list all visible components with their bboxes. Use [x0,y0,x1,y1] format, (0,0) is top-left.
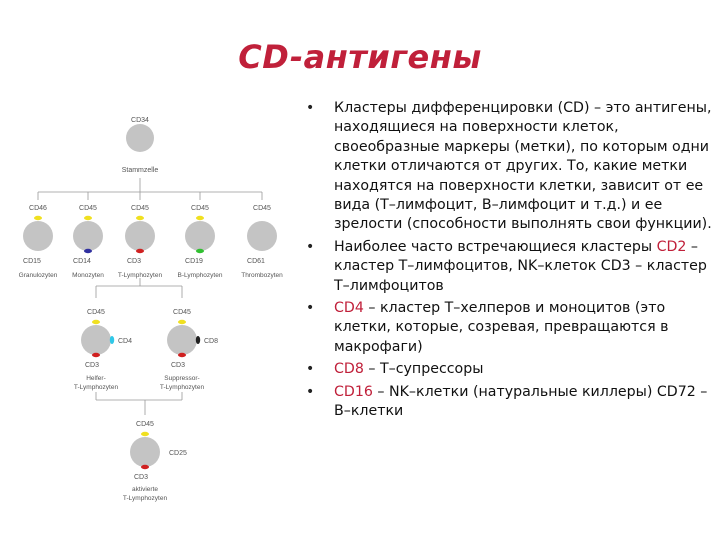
cell-marker-label: CD61 [247,258,265,265]
bullet-text: – кластер Т–лимфоцитов, NK–клеток CD3 – кластер Т–лимфоцитов [334,238,707,294]
bullet-text: – NK–клетки (натуральные киллеры) CD72 – В–клетки [334,383,708,420]
cell-name-label: Granulozyten [18,272,58,279]
cell-marker-label: CD19 [185,258,203,265]
top-marker-dot [196,216,204,220]
cell-name-label: T-Lymphozyten [117,272,163,279]
bottom-marker-dot [92,353,100,357]
stem-name-label: Stammzelle [121,167,159,174]
bullet-dot: • [306,100,315,116]
cell-body [73,221,103,251]
cell-marker-label: CD3 [84,362,100,369]
cell-top-label: CD45 [131,205,149,212]
top-marker-dot [84,216,92,220]
cell-body [130,437,160,467]
top-marker-dot [178,320,186,324]
cell-row2-0 [74,309,132,391]
cell-body [247,221,277,251]
cell-name-label: Helfer- [86,375,106,382]
side-marker-dot [110,336,114,344]
top-marker-dot [136,216,144,220]
cell-name-label: Monozyten [72,272,104,279]
top-marker-dot [34,216,42,220]
cd-term: CD4 [334,300,364,317]
cell-top-label: CD45 [79,205,97,212]
cell-body [167,325,197,355]
cell-row1-0 [19,205,58,279]
bottom-marker-dot [141,465,149,469]
cell-top-label: CD45 [173,309,191,316]
side-marker-dot [196,336,200,344]
stem-cell [126,124,154,152]
bottom-marker-dot [196,249,204,253]
cell-side-label: CD25 [169,450,187,457]
cell-row1-4 [241,205,283,279]
cell-name-label-2: T-Lymphozyten [122,495,168,502]
bullet-text: – Т–супрессоры [363,361,484,378]
cell-top-label: CD45 [253,205,271,212]
cell-top-label: CD45 [191,205,209,212]
top-marker-dot [141,432,149,436]
cd-term: CD2 [656,238,687,255]
cell-name-label-2: T-Lymphozyten [73,384,119,391]
cell-name-label: Thrombozyten [241,272,283,279]
cell-row1-3 [178,205,223,279]
bullet-item [306,99,716,235]
cell-name-label: aktivierte [131,486,159,493]
cell-row3 [123,421,187,502]
cell-name-label-2: T-Lymphozyten [159,384,205,391]
bullet-dot: • [306,383,315,400]
cell-side-label: CD8 [204,338,219,345]
bullet-list [306,99,716,425]
cell-name-label: B-Lymphozyten [177,272,223,279]
bullet-dot: • [306,238,315,255]
cell-body [125,221,155,251]
cell-row1-1 [72,205,104,279]
cd-term: CD16 [334,383,373,400]
cell-marker-label: CD3 [126,258,142,265]
bullet-text: – кластер Т–хелперов и моноцитов (это клетки, которые, созревая, превращаются в макрофаги) [334,300,669,355]
cell-name-label: Suppressor- [164,375,200,382]
cell-top-label: CD46 [29,205,47,212]
bottom-marker-dot [84,249,92,253]
cell-side-label: CD4 [118,338,133,345]
cd-term: CD8 [334,361,364,378]
cell-body [185,221,215,251]
top-marker-dot [92,320,100,324]
cell-marker-label: CD14 [73,258,91,265]
cell-marker-label: CD15 [23,258,41,265]
cell-row2-1 [160,309,218,391]
bullet-dot: • [306,361,315,378]
cell-body [23,221,53,251]
bullet-text: Кластеры дифференцировки (CD) – это антигены, находящиеся на поверхности клеток, своеобразные маркеры (метки), по которым одни клетки отличаются от других. То, какие метки находятся на поверхности клетки, зависит от ее вида (Т–лимфоцит, В–лимфоцит и т.д.) и ее зрелости (способности выполнять свои функции). [334,100,712,233]
bottom-marker-dot [136,249,144,253]
bullet-item [306,383,716,422]
bullet-item [306,360,716,379]
cell-top-label: CD45 [136,421,154,428]
cd-differentiation-diagram [0,100,300,510]
bottom-marker-dot [178,353,186,357]
stem-cd-label: CD34 [131,117,149,124]
bullet-item [306,238,716,296]
bullet-item [306,299,716,357]
cell-marker-label: CD3 [133,474,149,481]
bullet-text: Наиболее часто встречающиеся кластеры [334,238,657,255]
cell-marker-label: CD3 [170,362,186,369]
cell-row1-2 [118,205,163,279]
cell-body [81,325,111,355]
cell-top-label: CD45 [87,309,105,316]
slide-title: CD-антигены [238,38,482,76]
bullet-dot: • [306,300,315,317]
